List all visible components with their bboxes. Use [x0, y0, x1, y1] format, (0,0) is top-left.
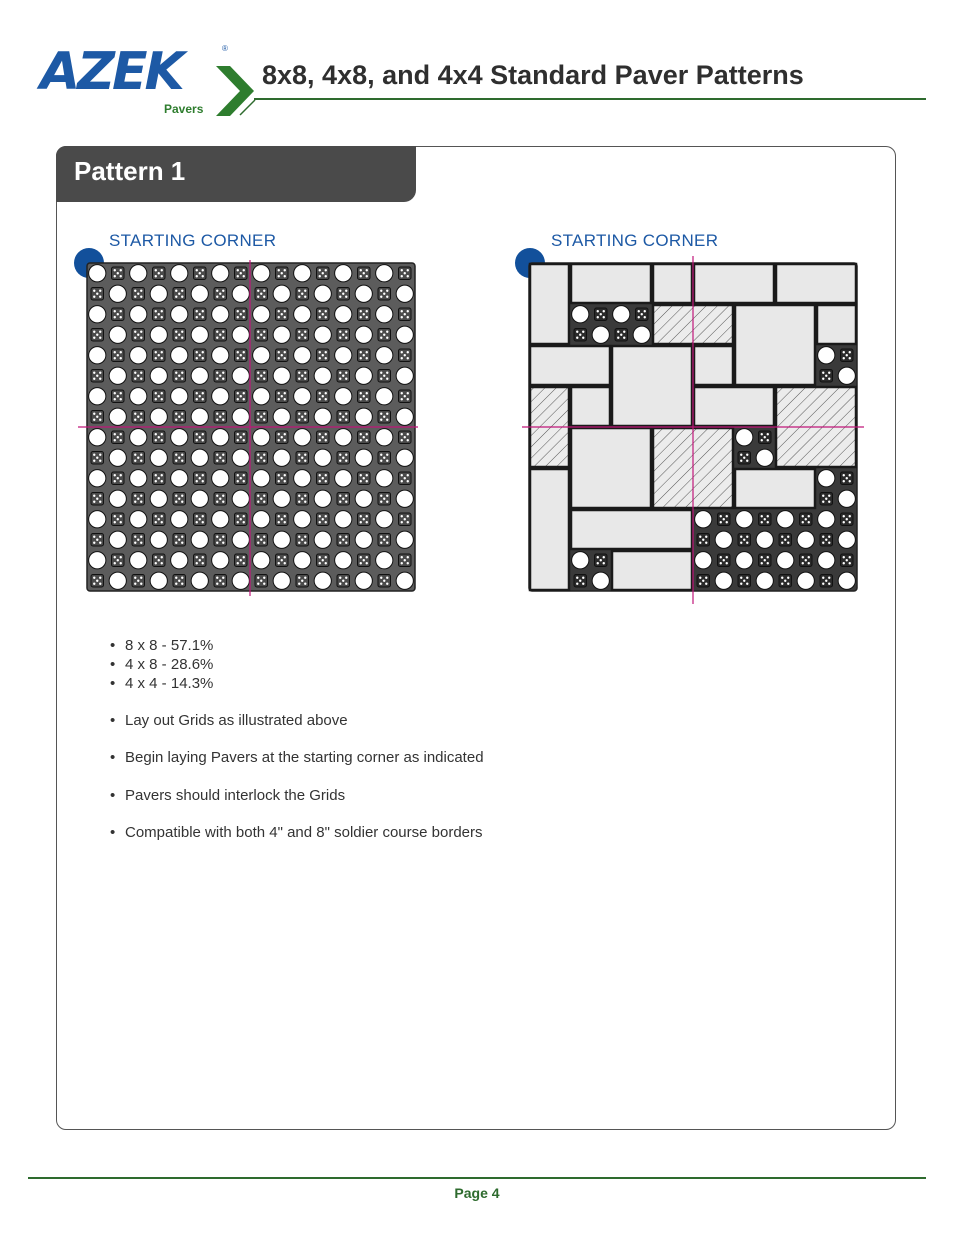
instruction-borders: • Compatible with both 4" and 8" soldier course borders — [110, 823, 484, 842]
grid-hole — [335, 388, 352, 405]
grid-hole — [335, 306, 352, 323]
paver — [735, 469, 815, 508]
grid-hole — [273, 449, 290, 466]
grid-hole — [191, 531, 208, 548]
paver — [530, 264, 569, 344]
grid-hole — [212, 470, 229, 487]
grid-hole — [150, 285, 167, 302]
grid-hole — [376, 429, 393, 446]
grid-hole — [294, 470, 311, 487]
grid-hole — [294, 388, 311, 405]
grid-hole — [376, 388, 393, 405]
grid-hole — [294, 347, 311, 364]
grid-hole — [314, 490, 331, 507]
logo-subtitle: Pavers — [164, 102, 204, 116]
grid-hole — [232, 449, 249, 466]
grid-hole — [376, 552, 393, 569]
grid-hole — [294, 511, 311, 528]
grid-hole — [592, 326, 609, 343]
instruction-interlock: • Pavers should interlock the Grids — [110, 786, 484, 805]
grid-hole — [838, 367, 855, 384]
grid-hole — [294, 306, 311, 323]
grid-hole — [150, 490, 167, 507]
grid-hole — [818, 470, 835, 487]
grid-hole — [396, 285, 413, 302]
grid-hole — [191, 285, 208, 302]
paver — [530, 346, 610, 385]
grid-hole — [818, 347, 835, 364]
grid-hole — [150, 367, 167, 384]
grid-hole — [232, 572, 249, 589]
grid-hole — [777, 552, 794, 569]
grid-hole — [572, 306, 589, 323]
grid-hole — [314, 408, 331, 425]
grid-hole — [838, 490, 855, 507]
grid-hole — [171, 429, 188, 446]
grid-hole — [314, 572, 331, 589]
paver — [694, 264, 774, 303]
grid-hole — [89, 347, 106, 364]
grid-hole — [232, 285, 249, 302]
grid-hole — [777, 511, 794, 528]
grid-hole — [130, 429, 147, 446]
paver — [735, 305, 815, 385]
starting-corner-label-right: STARTING CORNER — [551, 231, 719, 250]
paver — [571, 264, 651, 303]
logo-registered-mark: ® — [222, 44, 228, 53]
ratio-4x8: • 4 x 8 - 28.6% — [110, 655, 484, 674]
grid-hole — [314, 367, 331, 384]
grid-hole — [232, 367, 249, 384]
grid-hole — [130, 347, 147, 364]
grid-hole — [89, 511, 106, 528]
grid-hole — [89, 388, 106, 405]
grid-hole — [171, 470, 188, 487]
grid-hole — [736, 429, 753, 446]
grid-hole — [150, 449, 167, 466]
grid-hole — [355, 449, 372, 466]
grid-hole — [355, 367, 372, 384]
grid-hole — [294, 429, 311, 446]
paver — [571, 510, 692, 549]
grid-hole — [396, 531, 413, 548]
grid-hole — [150, 531, 167, 548]
grid-hole — [150, 326, 167, 343]
footer-divider — [28, 1177, 926, 1179]
pattern-notes — [110, 636, 484, 842]
grid-hole — [212, 306, 229, 323]
grid-hole — [253, 511, 270, 528]
grid-hole — [232, 408, 249, 425]
grid-hole — [191, 326, 208, 343]
grid-layout-diagram — [76, 256, 420, 600]
paver — [694, 387, 774, 426]
paver — [694, 346, 733, 385]
grid-hole — [171, 552, 188, 569]
paver — [776, 264, 856, 303]
grid-hole — [130, 265, 147, 282]
grid-hole — [89, 306, 106, 323]
grid-hole — [756, 449, 773, 466]
grid-hole — [335, 429, 352, 446]
grid-hole — [376, 347, 393, 364]
grid-hole — [396, 326, 413, 343]
grid-hole — [756, 531, 773, 548]
grid-hole — [212, 388, 229, 405]
pattern-title: Pattern 1 — [74, 156, 186, 186]
grid-hole — [191, 408, 208, 425]
grid-hole — [191, 572, 208, 589]
title-divider-slant — [238, 99, 258, 117]
grid-hole — [695, 552, 712, 569]
grid-hole — [396, 490, 413, 507]
grid-hole — [130, 306, 147, 323]
grid-hole — [212, 429, 229, 446]
instruction-begin: • Begin laying Pavers at the starting corner as indicated — [110, 748, 484, 767]
ratio-4x4: • 4 x 4 - 14.3% — [110, 674, 484, 693]
grid-hole — [171, 265, 188, 282]
grid-hole — [191, 449, 208, 466]
grid-hole — [633, 326, 650, 343]
grid-hole — [130, 511, 147, 528]
grid-hole — [818, 552, 835, 569]
grid-hole — [613, 306, 630, 323]
grid-hole — [838, 572, 855, 589]
grid-hole — [355, 408, 372, 425]
grid-hole — [171, 347, 188, 364]
grid-hole — [572, 552, 589, 569]
grid-hole — [695, 511, 712, 528]
grid-hole — [376, 470, 393, 487]
grid-hole — [232, 490, 249, 507]
grid-hole — [253, 470, 270, 487]
paver — [571, 387, 610, 426]
instruction-layout: • Lay out Grids as illustrated above — [110, 711, 484, 730]
grid-hole — [212, 265, 229, 282]
grid-hole — [355, 326, 372, 343]
grid-hole — [797, 531, 814, 548]
paver — [612, 346, 692, 426]
grid-hole — [171, 511, 188, 528]
grid-hole — [253, 306, 270, 323]
grid-hole — [314, 285, 331, 302]
grid-hole — [376, 306, 393, 323]
grid-hole — [756, 572, 773, 589]
grid-hole — [109, 572, 126, 589]
grid-hole — [592, 572, 609, 589]
grid-hole — [109, 367, 126, 384]
grid-hole — [253, 388, 270, 405]
grid-hole — [273, 285, 290, 302]
grid-hole — [335, 552, 352, 569]
grid-hole — [130, 552, 147, 569]
grid-hole — [335, 470, 352, 487]
grid-hole — [294, 552, 311, 569]
grid-hole — [89, 470, 106, 487]
grid-hole — [396, 449, 413, 466]
grid-hole — [109, 285, 126, 302]
grid-hole — [314, 326, 331, 343]
grid-hole — [191, 367, 208, 384]
grid-hole — [109, 490, 126, 507]
starting-corner-label-left: STARTING CORNER — [109, 231, 277, 250]
title-divider — [254, 98, 926, 100]
grid-hole — [232, 326, 249, 343]
paver — [571, 428, 651, 508]
paver-pattern-diagram — [518, 256, 868, 606]
grid-hole — [355, 285, 372, 302]
grid-hole — [818, 511, 835, 528]
grid-hole — [355, 572, 372, 589]
grid-hole — [335, 265, 352, 282]
grid-hole — [253, 347, 270, 364]
grid-hole — [171, 306, 188, 323]
grid-hole — [273, 572, 290, 589]
grid-hole — [109, 531, 126, 548]
grid-hole — [294, 265, 311, 282]
azek-logo — [36, 40, 256, 120]
grid-hole — [253, 552, 270, 569]
grid-hole — [253, 429, 270, 446]
grid-hole — [376, 265, 393, 282]
grid-hole — [273, 326, 290, 343]
grid-hole — [89, 265, 106, 282]
grid-hole — [376, 511, 393, 528]
grid-hole — [89, 429, 106, 446]
paver — [530, 469, 569, 590]
grid-hole — [191, 490, 208, 507]
grid-hole — [396, 572, 413, 589]
grid-hole — [273, 490, 290, 507]
grid-hole — [335, 347, 352, 364]
grid-hole — [212, 347, 229, 364]
logo-wordmark: AZEK — [40, 42, 182, 102]
paver — [612, 551, 692, 590]
grid-hole — [273, 408, 290, 425]
page-number: Page 4 — [454, 1185, 500, 1201]
grid-hole — [212, 511, 229, 528]
paver — [653, 264, 692, 303]
grid-hole — [736, 511, 753, 528]
grid-hole — [797, 572, 814, 589]
grid-hole — [273, 367, 290, 384]
grid-hole — [736, 552, 753, 569]
grid-hole — [109, 408, 126, 425]
grid-hole — [212, 552, 229, 569]
grid-hole — [314, 449, 331, 466]
paver — [817, 305, 856, 344]
grid-hole — [130, 470, 147, 487]
grid-hole — [130, 388, 147, 405]
page-title: 8x8, 4x8, and 4x4 Standard Paver Patterns — [262, 60, 804, 90]
grid-hole — [89, 552, 106, 569]
grid-hole — [838, 531, 855, 548]
grid-hole — [355, 490, 372, 507]
grid-hole — [150, 572, 167, 589]
grid-hole — [396, 408, 413, 425]
grid-hole — [715, 572, 732, 589]
grid-hole — [171, 388, 188, 405]
grid-hole — [273, 531, 290, 548]
grid-hole — [314, 531, 331, 548]
ratio-8x8: • 8 x 8 - 57.1% — [110, 636, 484, 655]
grid-hole — [253, 265, 270, 282]
grid-hole — [355, 531, 372, 548]
grid-hole — [335, 511, 352, 528]
pattern-tab — [56, 146, 416, 202]
grid-hole — [232, 531, 249, 548]
grid-hole — [109, 449, 126, 466]
grid-hole — [396, 367, 413, 384]
grid-hole — [715, 531, 732, 548]
grid-hole — [109, 326, 126, 343]
grid-hole — [150, 408, 167, 425]
